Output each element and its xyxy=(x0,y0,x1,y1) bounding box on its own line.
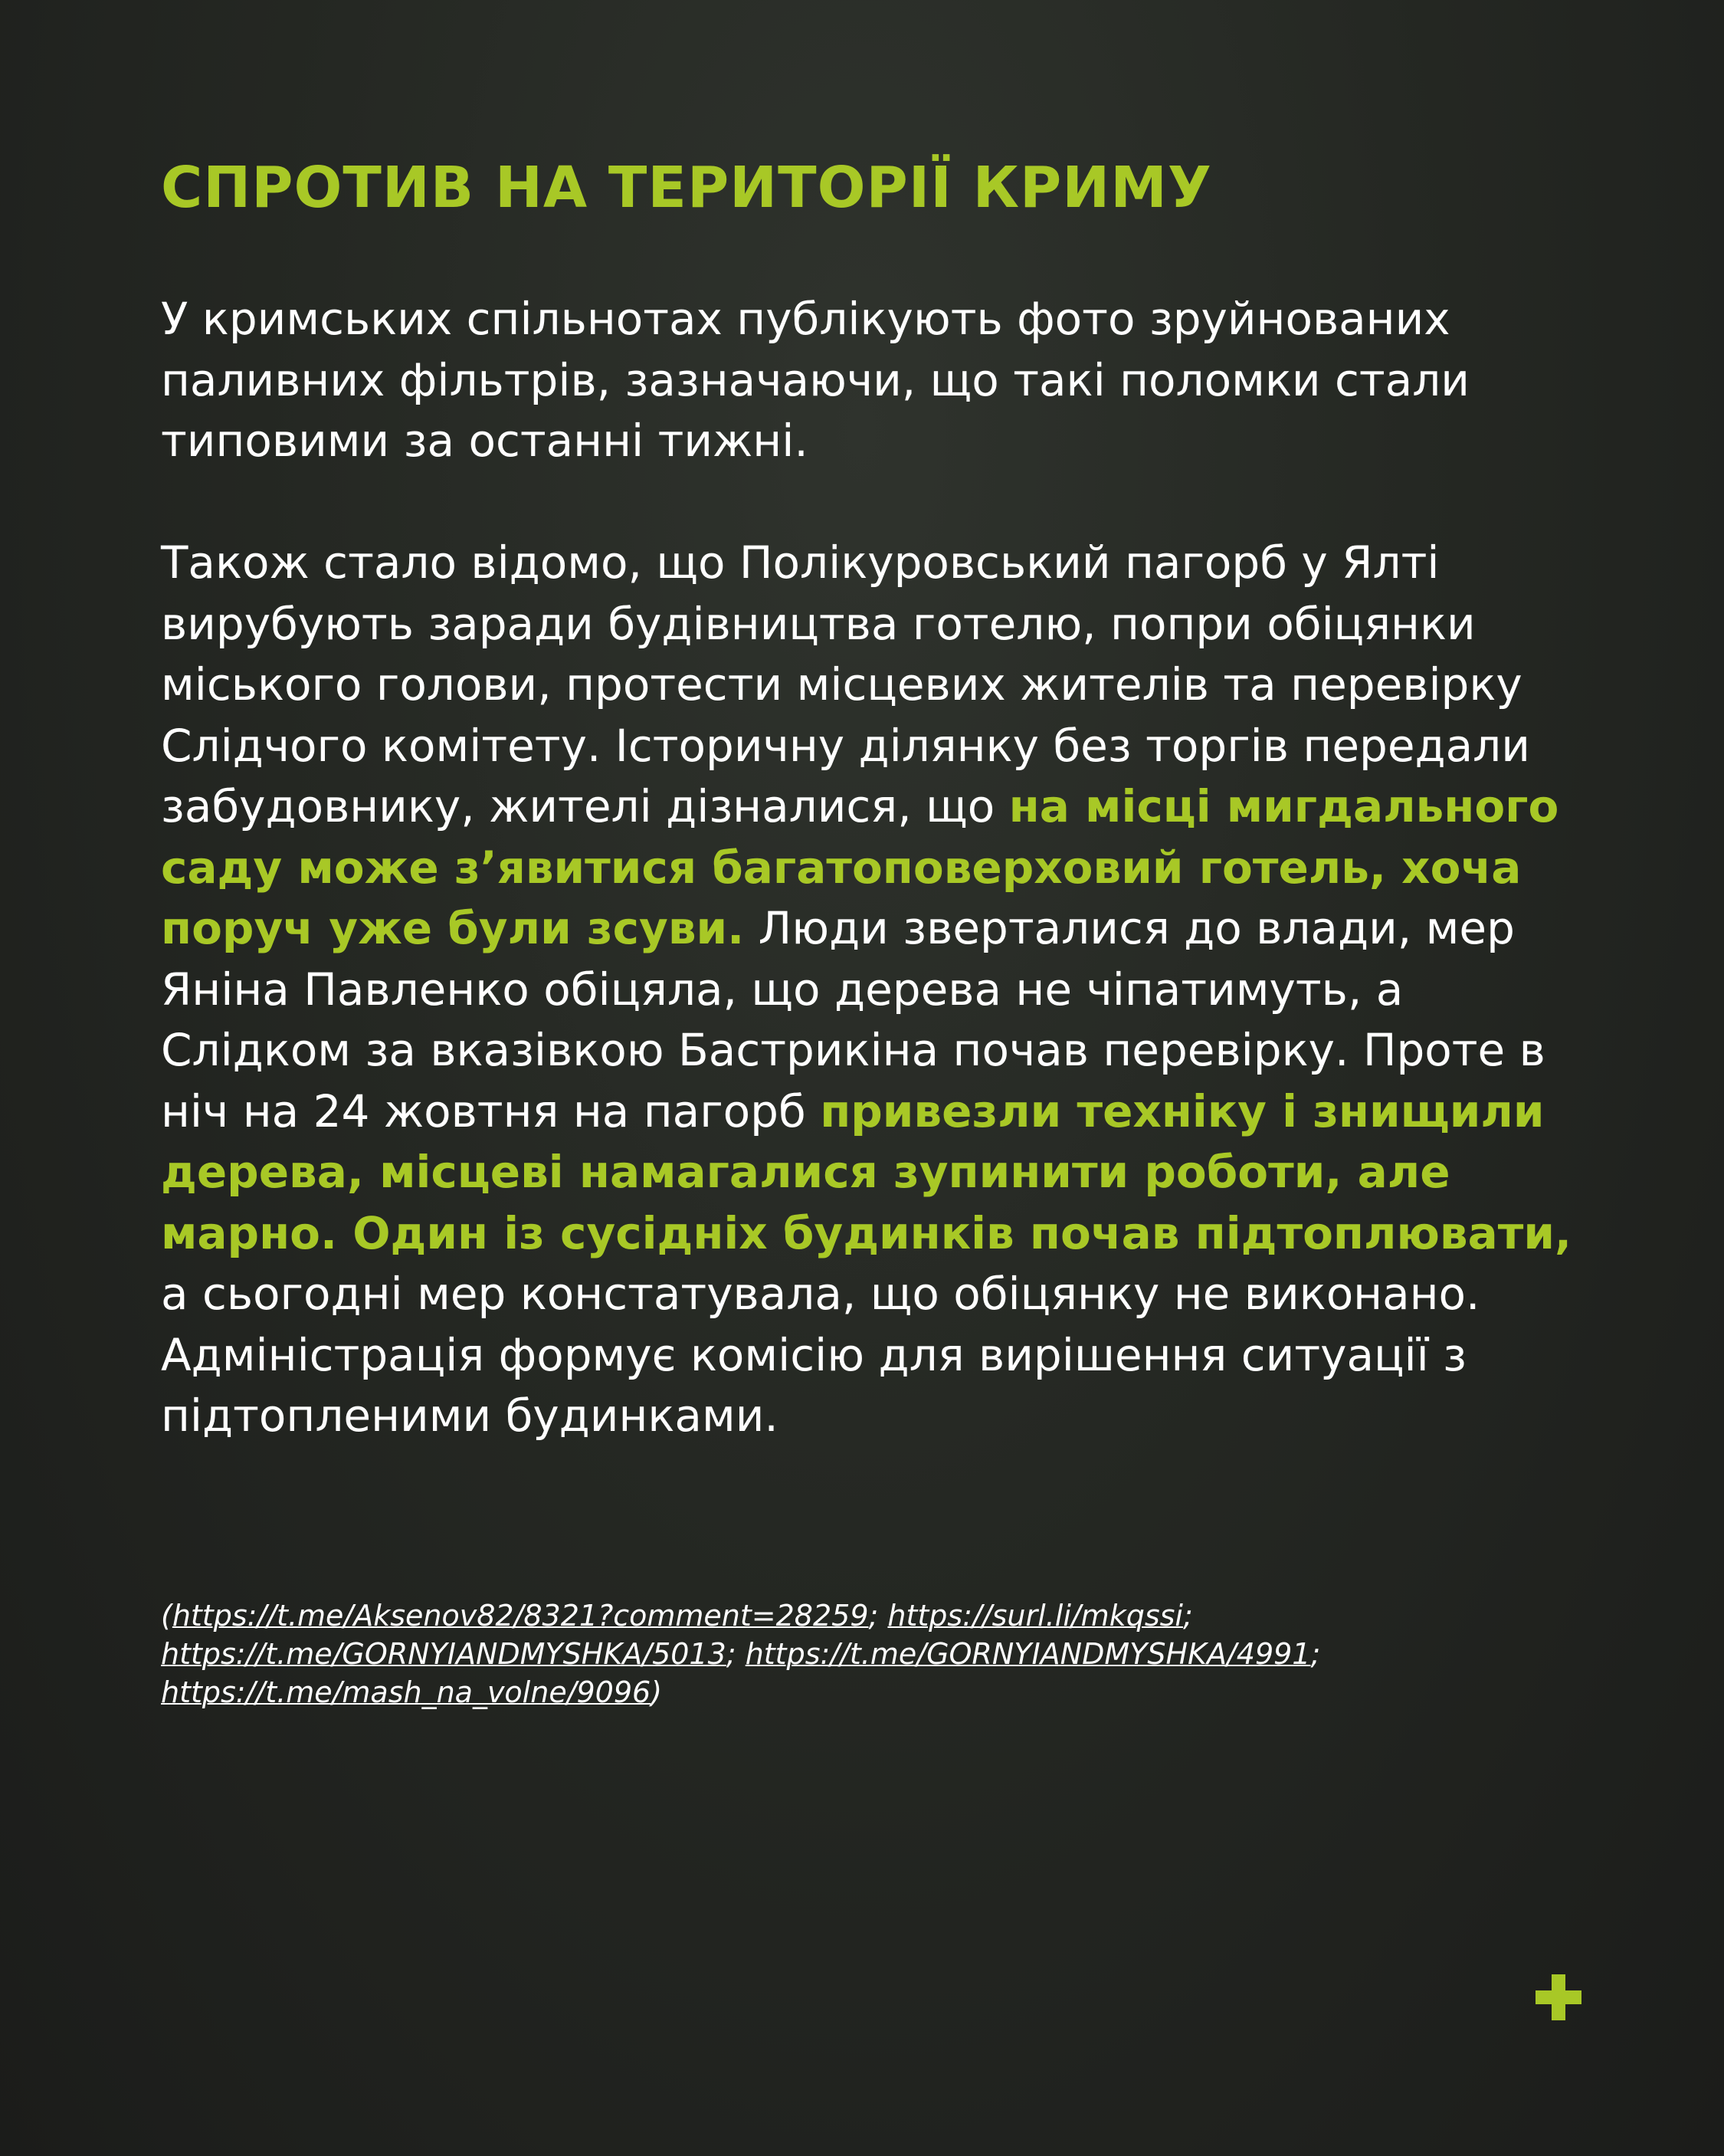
plus-icon-vertical xyxy=(1552,1974,1565,2020)
sources-separator: ; xyxy=(726,1637,746,1671)
paragraph-fuel-filters: У кримських спільнотах публікують фото зруйнованих паливних фільтрів, зазначаючи, що такі поломки стали типовими за останні тижні. xyxy=(161,293,1470,467)
page-title: СПРОТИВ НА ТЕРИТОРІЇ КРИМУ xyxy=(161,155,1212,221)
sources-close-paren: ) xyxy=(651,1675,663,1709)
highlight-almond-garden: на місці мигдального саду може з’явитися багатоповерховий готель, хоча поруч уже були зсуви. xyxy=(161,780,1559,954)
source-link-5[interactable]: https://t.me/mash_na_volne/9096 xyxy=(161,1675,651,1709)
sources-separator: ; xyxy=(868,1599,888,1633)
plus-icon xyxy=(1536,1974,1581,2020)
source-link-3[interactable]: https://t.me/GORNYIANDMYSHKA/5013 xyxy=(161,1637,726,1671)
source-link-2[interactable]: https://surl.li/mkqssi xyxy=(887,1599,1183,1633)
sources-list xyxy=(161,1596,1601,1711)
source-link-4[interactable]: https://t.me/GORNYIANDMYSHKA/4991 xyxy=(745,1637,1311,1671)
sources-open-paren: ( xyxy=(161,1599,172,1633)
sources-separator: ; xyxy=(1182,1599,1193,1633)
sources-separator: ; xyxy=(1310,1637,1321,1671)
source-link-1[interactable]: https://t.me/Aksenov82/8321?comment=28259 xyxy=(172,1599,869,1633)
highlight-trees-destroyed: привезли техніку і знищили дерева, місцеві намагалися зупинити роботи, але марно. Один із сусідніх будинків почав підтоплювати, xyxy=(161,1085,1572,1259)
paragraph-text-part-3: а сьогодні мер констатувала, що обіцянку не виконано. Адміністрація формує комісію для вирішення ситуації з підтопленими будинками. xyxy=(161,1268,1480,1442)
paragraph-yalta-hill xyxy=(161,533,1601,1447)
paragraph-text-part-2: Люди зверталися до влади, мер Яніна Павленко обіцяла, що дерева не чіпатимуть, а Слідком за вказівкою Бастрикіна почав перевірку. Проте в ніч на 24 жовтня на пагорб xyxy=(161,902,1545,1137)
paragraph-text-part-1: Також стало відомо, що Полікуровський пагорб у Ялті вирубують заради будівництва готелю, попри обіцянки міського голови, протести місцевих жителів та перевірку Слідчого комітету. Історичну ділянку без торгів передали забудовнику, жителі дізналися, що xyxy=(161,537,1530,832)
